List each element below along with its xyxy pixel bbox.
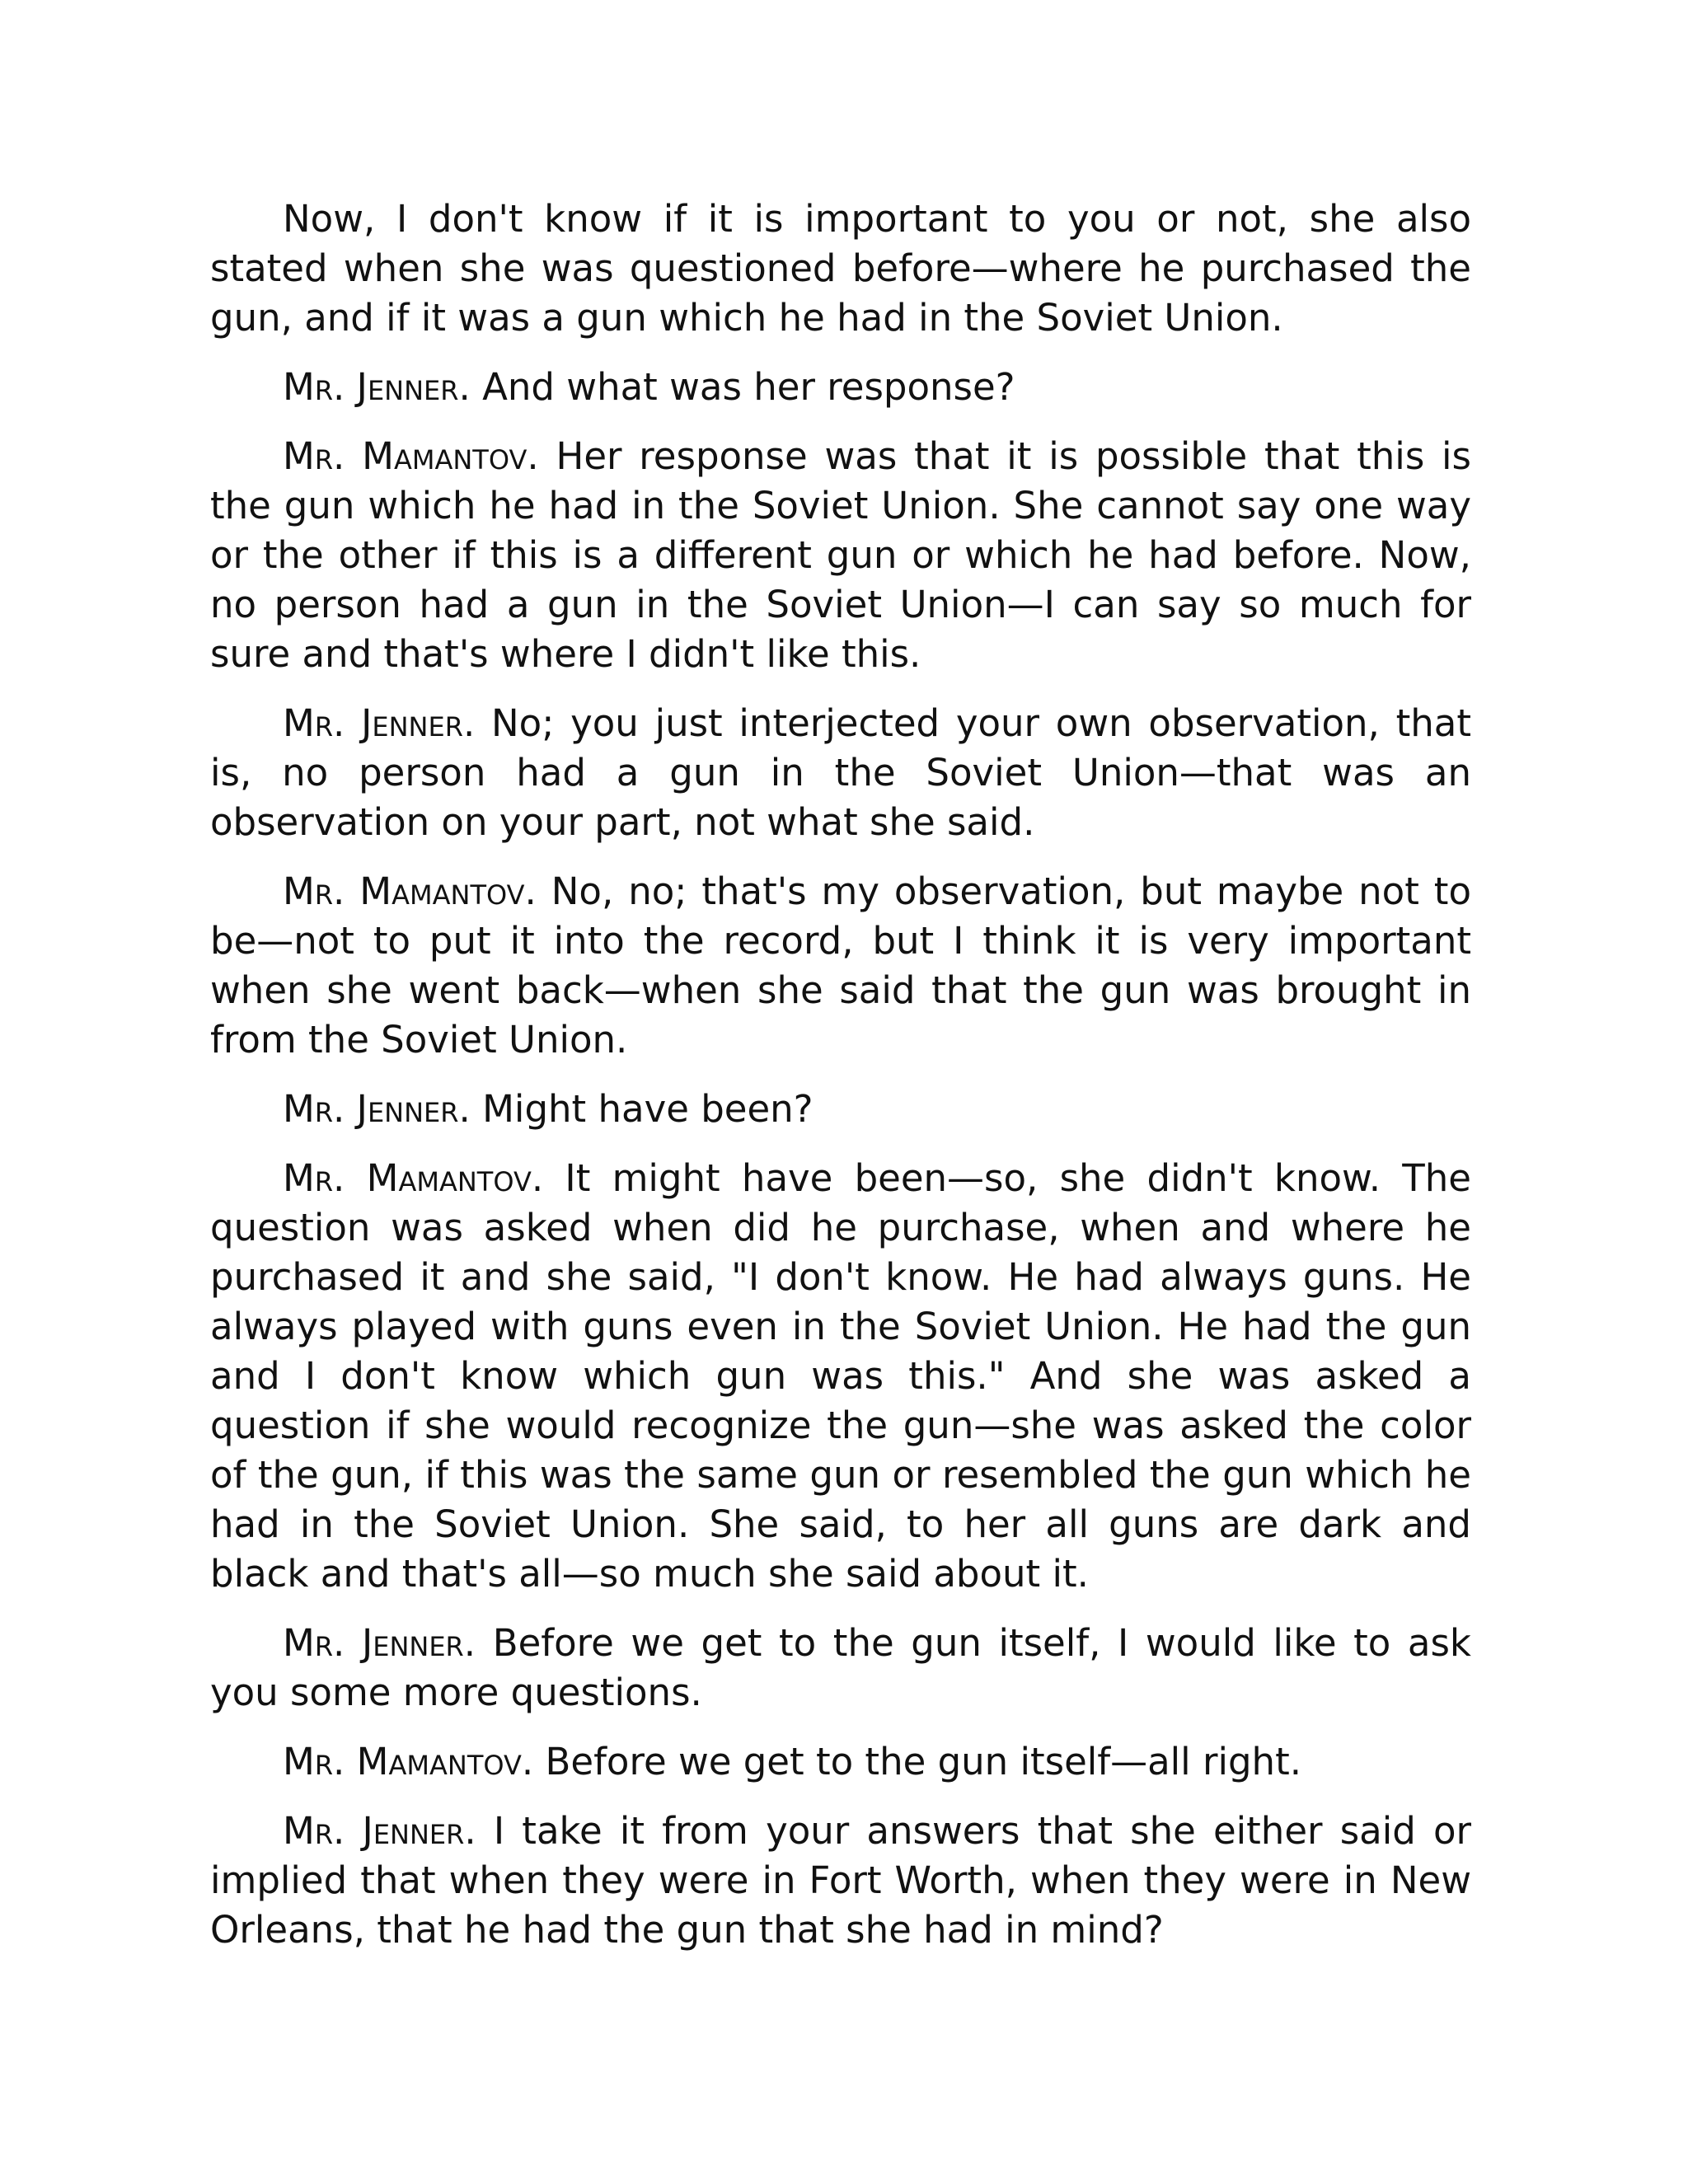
speaker-name: Mr. Jenner.	[283, 701, 476, 745]
paragraph-2	[210, 363, 1471, 412]
paragraph-text: Her response was that it is possible that this is the gun which he had in the Soviet Union. She cannot say one way or the other if this is a different gun or which he had before. Now, no person had a gun in the Soviet Union—I can say so much for sure and that's where I didn't like this.	[210, 434, 1471, 676]
paragraph-text: No, no; that's my observation, but maybe not to be—not to put it into the record, but I think it is very important when she went back—when she said that the gun was brought in from the Soviet Union.	[210, 869, 1471, 1062]
paragraph-text: It might have been—so, she didn't know. The question was asked when did he purchase, when and where he purchased it and she said, "I don't know. He had always guns. He always played with guns even in the Soviet Union. He had the gun and I don't know which gun was this." And she was asked a question if she would recognize the gun—she was asked the color of the gun, if this was the same gun or resembled the gun which he had in the Soviet Union. She said, to her all guns are dark and black and that's all—so much she said about it.	[210, 1156, 1471, 1596]
paragraph-text: And what was her response?	[482, 365, 1015, 409]
speaker-name: Mr. Mamantov.	[283, 434, 539, 478]
speaker-name: Mr. Jenner.	[283, 1621, 476, 1665]
speaker-name: Mr. Jenner.	[283, 1087, 471, 1131]
paragraph-text: I take it from your answers that she either said or implied that when they were in Fort Worth, when they were in New Orleans, that he had the gun that she had in mind?	[210, 1809, 1471, 1952]
paragraph-text: Might have been?	[482, 1087, 814, 1131]
paragraph-text: Before we get to the gun itself, I would like to ask you some more questions.	[210, 1621, 1471, 1714]
speaker-name: Mr. Mamantov.	[283, 1156, 544, 1200]
paragraph-1	[210, 194, 1471, 343]
paragraph-9	[210, 1737, 1471, 1787]
paragraph-text: No; you just interjected your own observation, that is, no person had a gun in the Soviet Union—that was an observation on your part, not what she said.	[210, 701, 1471, 844]
speaker-name: Mr. Mamantov.	[283, 1740, 534, 1783]
paragraph-4	[210, 699, 1471, 847]
paragraph-text: Now, I don't know if it is important to you or not, she also stated when she was questioned before—where he purchased the gun, and if it was a gun which he had in the Soviet Union.	[210, 197, 1471, 340]
paragraph-3	[210, 432, 1471, 679]
paragraph-5	[210, 867, 1471, 1065]
transcript-page	[210, 194, 1471, 1975]
paragraph-8	[210, 1619, 1471, 1718]
paragraph-6	[210, 1085, 1471, 1134]
speaker-name: Mr. Mamantov.	[283, 869, 537, 913]
paragraph-10	[210, 1807, 1471, 1955]
paragraph-7	[210, 1154, 1471, 1599]
speaker-name: Mr. Jenner.	[283, 1809, 476, 1853]
paragraph-text: Before we get to the gun itself—all right.	[545, 1740, 1302, 1783]
speaker-name: Mr. Jenner.	[283, 365, 471, 409]
